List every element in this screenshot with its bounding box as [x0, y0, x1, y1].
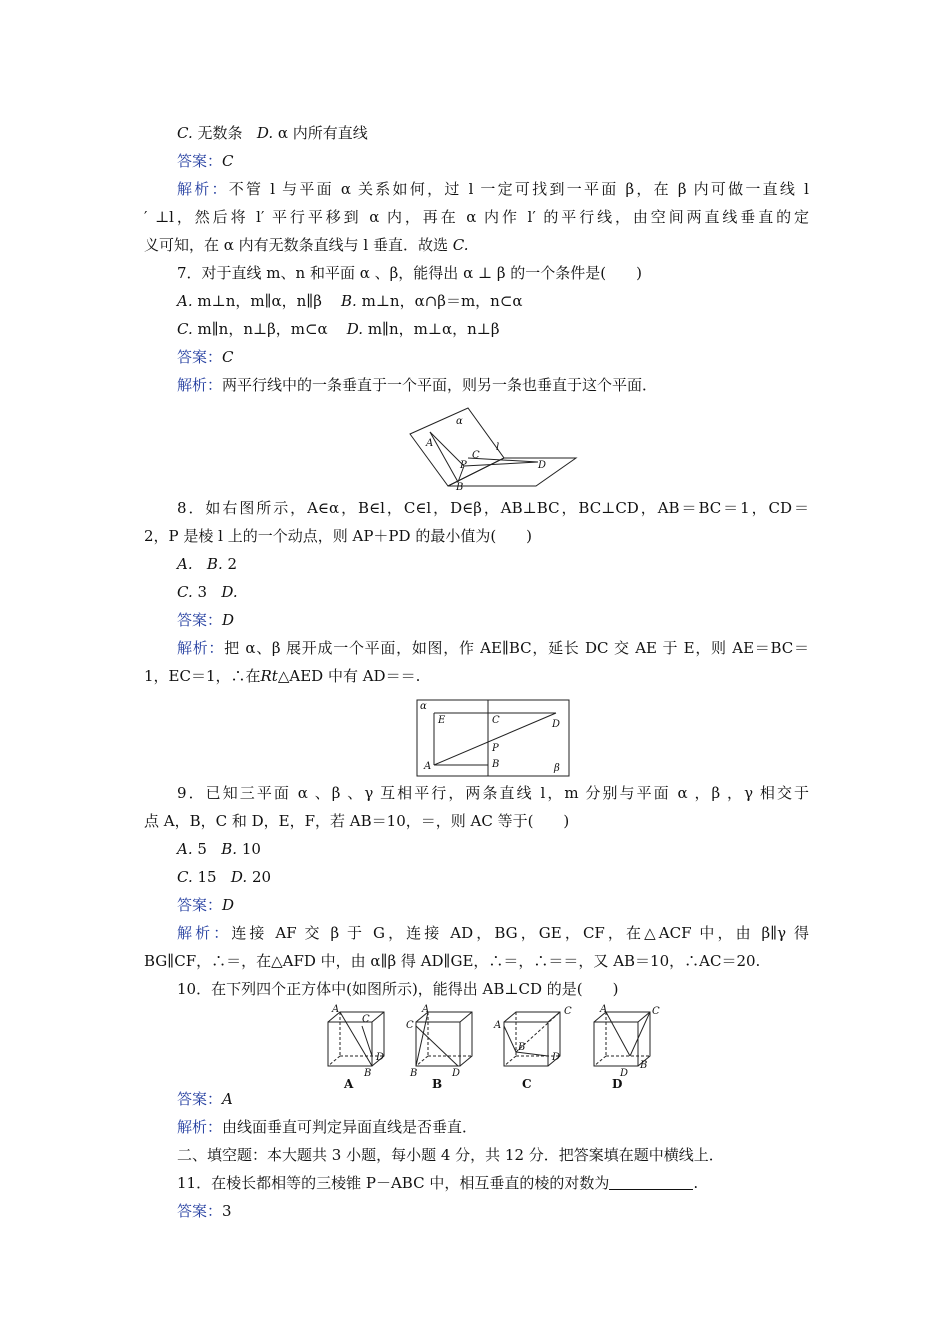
- cube3-label-c: C: [564, 1006, 572, 1017]
- fig8b-label-beta: β: [554, 763, 560, 774]
- q9-stem-line-2: 点 A，B，C 和 D，E，F，若 AB＝10，＝，则 AC 等于( ): [144, 812, 570, 830]
- cube4-label-c: C: [652, 1006, 660, 1017]
- q11-stem: 11．在棱长都相等的三棱锥 P－ABC 中，相互垂直的棱的对数为 .: [177, 1174, 699, 1192]
- q8-dihedral-figure: [408, 406, 580, 490]
- cube1-label-d: D: [376, 1052, 385, 1063]
- cube-caption-d: D: [612, 1077, 623, 1091]
- cube4-label-d: D: [620, 1068, 629, 1079]
- q10-analysis: 解析：由线面垂直可判定异面直线是否垂直．: [177, 1118, 478, 1136]
- q7-options-cd: C. m∥n，n⊥β，m⊂α D. m∥n，m⊥α，n⊥β: [177, 320, 500, 338]
- fig8b-label-d: D: [552, 719, 561, 730]
- cube1-label-b: B: [364, 1068, 372, 1079]
- fig8b-label-alpha: α: [420, 701, 427, 712]
- cube3-label-d: D: [552, 1052, 561, 1063]
- fig8-label-l: l: [496, 442, 500, 453]
- fig8b-label-p: P: [492, 743, 499, 754]
- cube2-label-c: C: [406, 1020, 414, 1031]
- q7-analysis: 解析：两平行线中的一条垂直于一个平面，则另一条也垂直于这个平面．: [177, 376, 658, 394]
- q9-analysis-line-1: 解析：连接 AF 交 β 于 G，连接 AD，BG，GE，CF，在△ACF 中，由 β∥γ 得: [177, 924, 809, 942]
- q10-stem: 10．在下列四个正方体中(如图所示)，能得出 AB⊥CD 的是( ): [177, 980, 619, 998]
- q6-options-cd: C. 无数条 D. α 内所有直线: [177, 124, 368, 142]
- cube2-label-b: B: [410, 1068, 418, 1079]
- q9-stem-line-1: 9．已知三平面 α 、β 、γ 互相平行，两条直线 l，m 分别与平面 α ，β ，γ 相交于: [177, 784, 809, 802]
- q8-answer: 答案：D: [177, 611, 235, 629]
- q9-options-ab: A. 5 B. 10: [177, 840, 261, 858]
- q6-analysis-line-3: 义可知，在 α 内有无数条直线与 l 垂直．故选 C.: [144, 236, 469, 254]
- q8-options-cd: C. 3 D.: [177, 583, 238, 601]
- q8-stem-line-1: 8．如右图所示，A∈α，B∈l，C∈l，D∈β，AB⊥BC，BC⊥CD，AB＝BC＝1，CD＝: [177, 499, 809, 517]
- q6-analysis-line-1: 解析：不管 l 与平面 α 关系如何，过 l 一定可找到一平面 β，在 β 内可做一直线 l: [177, 180, 809, 198]
- cube-caption-c: C: [522, 1077, 532, 1091]
- q8-analysis-line-2: 1，EC＝1，∴在Rt△AED 中有 AD＝＝.: [144, 667, 421, 685]
- fig8-label-d: D: [538, 460, 547, 471]
- cube2-label-d: D: [452, 1068, 461, 1079]
- fig8b-label-b: B: [492, 759, 500, 770]
- fig8-label-a: A: [426, 438, 434, 449]
- q9-answer: 答案：D: [177, 896, 235, 914]
- q11-blank: [609, 1175, 693, 1190]
- q7-answer: 答案：C: [177, 348, 234, 366]
- cube4-label-a: A: [600, 1004, 608, 1015]
- q8-unfolded-figure: [416, 699, 570, 777]
- cube-caption-b: B: [432, 1077, 443, 1091]
- q8-options-ab: A. B. 2: [177, 555, 238, 573]
- cube1-label-a: A: [332, 1004, 340, 1015]
- fig8-label-p: P: [460, 460, 467, 471]
- q9-analysis-line-2: BG∥CF，∴＝，在△AFD 中，由 α∥β 得 AD∥GE，∴＝，∴＝＝，又 AB＝10，∴AC＝20.: [144, 952, 761, 970]
- cube3-label-b: B: [518, 1042, 526, 1053]
- fig8b-label-a: A: [424, 761, 432, 772]
- cube3-label-a: A: [494, 1020, 502, 1031]
- q10-answer: 答案：A: [177, 1090, 233, 1108]
- cube2-label-a: A: [422, 1004, 430, 1015]
- cube4-label-b: B: [640, 1060, 648, 1071]
- fig8-label-b: B: [456, 482, 464, 490]
- q11-answer: 答案：3: [177, 1202, 232, 1220]
- q8-analysis-line-1: 解析：把 α、β 展开成一个平面，如图，作 AE∥BC，延长 DC 交 AE 于 E，则 AE＝BC＝: [177, 639, 809, 657]
- q10-cubes-figure: [318, 1004, 666, 1092]
- cube1-label-c: C: [362, 1014, 370, 1025]
- fig8b-label-e: E: [438, 715, 446, 726]
- cube-caption-a: A: [344, 1077, 354, 1091]
- q7-stem: 7．对于直线 m、n 和平面 α 、β，能得出 α ⊥ β 的一个条件是( ): [177, 264, 642, 282]
- q8-stem-line-2: 2，P 是棱 l 上的一个动点，则 AP＋PD 的最小值为( ): [144, 527, 533, 545]
- fig8b-label-c: C: [492, 715, 500, 726]
- q7-options-ab: A. m⊥n，m∥α，n∥β B. m⊥n，α∩β＝m，n⊂α: [177, 292, 523, 310]
- q6-answer: 答案：C: [177, 152, 234, 170]
- q9-options-cd: C. 15 D. 20: [177, 868, 272, 886]
- q6-analysis-line-2: ′ ⊥l，然后将 l′ 平行平移到 α 内，再在 α 内作 l′ 的平行线，由空间两直线垂直的定: [144, 208, 809, 226]
- fig8-label-alpha: α: [456, 416, 463, 427]
- fig8-label-c: C: [472, 450, 480, 461]
- section-2-title: 二、填空题：本大题共 3 小题，每小题 4 分，共 12 分．把答案填在题中横线上．: [177, 1146, 724, 1164]
